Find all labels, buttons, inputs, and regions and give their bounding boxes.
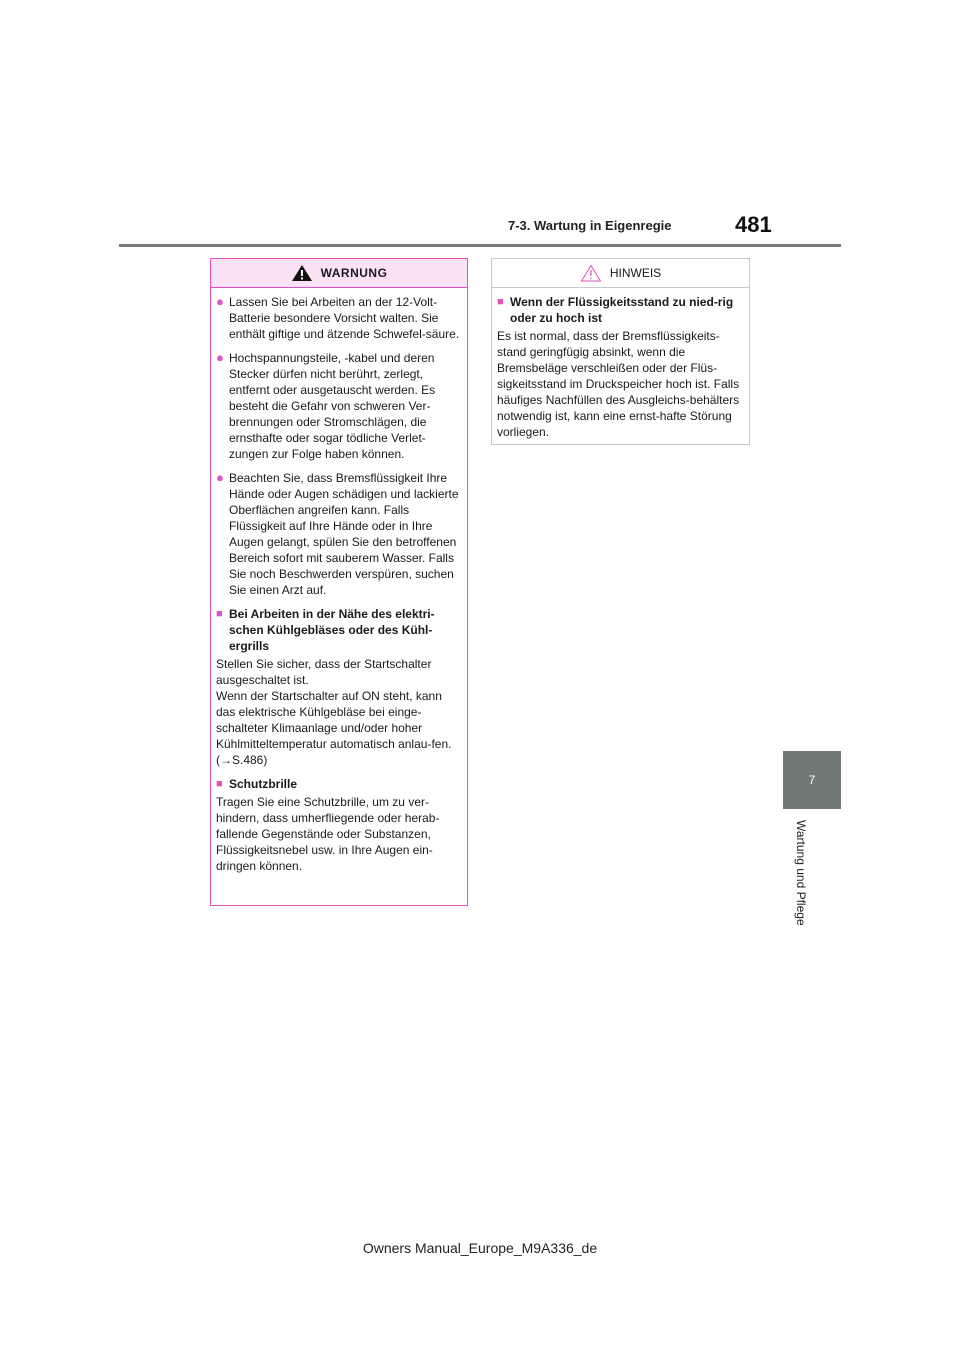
notice-triangle-icon [580,264,602,282]
warning-box [210,258,468,906]
notice-text: Es ist normal, dass der Bremsflüssigkeits-stand geringfügig absinkt, wenn die Bremsbeläge verschleißen oder der Flüs-sigkeitsstand im Druckspeicher hoch ist. Falls häufiges Nachfüllen des Ausgleichs-behälters notwendig ist, kann eine ernst-hafte Störung vorliegen. [497,329,740,439]
notice-body [492,288,749,440]
footer-manual-id: Owners Manual_Europe_M9A336_de [362,1240,598,1256]
notice-box [491,258,750,445]
warning-section-heading: ■ Schutzbrille [216,777,298,791]
warning-header [211,259,467,288]
warning-section-text: Stellen Sie sicher, dass der Startschalter ausgeschaltet ist. [216,657,432,687]
bullet-dot-icon: ● [216,350,224,365]
section-title: 7-3. Wartung in Eigenregie [508,218,672,233]
warning-body [211,288,467,874]
warning-title: WARNUNG [320,266,388,280]
warning-section-text: Tragen Sie eine Schutzbrille, um zu ver-hindern, dass umherfliegende oder herab-fallende Gegenstände oder Substanzen, Flüssigkeitsnebel usw. in Ihre Augen ein-dringen können. [216,795,440,873]
page-number: 481 [735,212,772,237]
header-divider [119,244,841,247]
warning-section-heading: ■ Bei Arbeiten in der Nähe des elektri-schen Kühlgebläses oder des Kühl-ergrills [216,607,435,653]
warning-bullet: ● Beachten Sie, dass Bremsflüssigkeit Ihre Hände oder Augen schädigen und lackierte Oberflächen angreifen kann. Falls Flüssigkeit auf Ihre Hände oder in Ihre Augen gelangt, spülen Sie den betroffenen Bereich sofort mit sauberem Wasser. Falls Sie noch Beschwerden verspüren, suchen Sie einen Arzt auf. [216,470,459,597]
square-bullet-icon: ■ [216,778,223,790]
chapter-tab[interactable] [783,751,841,809]
notice-section-heading: ■ Wenn der Flüssigkeitsstand zu nied-rig oder zu hoch ist [497,295,734,325]
bullet-dot-icon: ● [216,294,224,309]
square-bullet-icon: ■ [497,296,504,308]
notice-header [492,259,749,288]
warning-bullet: ● Hochspannungsteile, -kabel und deren Stecker dürfen nicht berührt, zerlegt, entfernt oder ausgetauscht werden. Es besteht die Gefahr von schweren Ver-brennungen oder Stromschlägen, die ernsthafte oder sogar tödliche Verlet-zungen zur Folge haben können. [216,350,436,461]
notice-title: HINWEIS [609,266,662,280]
chapter-number: 7 [808,773,816,787]
square-bullet-icon: ■ [216,608,223,620]
warning-section-text: Wenn der Startschalter auf ON steht, kann das elektrische Kühlgebläse bei einge-schalteter Klimaanlage und/oder hoher Kühlmitteltemperatur automatisch anlau-fen. (→S.486) [216,689,452,767]
bullet-dot-icon: ● [216,470,224,485]
warning-triangle-icon [291,264,313,282]
warning-bullet: ● Lassen Sie bei Arbeiten an der 12-Volt-Batterie besondere Vorsicht walten. Sie enthält giftige und ätzende Schwefel-säure. [216,294,460,341]
chapter-label: Wartung und Pflege [794,820,808,926]
